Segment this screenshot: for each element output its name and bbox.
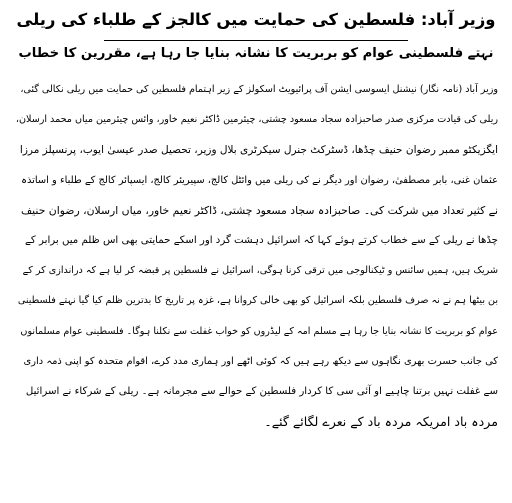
body-line: ایگزیکٹو ممبر رضوان حنیف چڈھا، ڈسٹرکٹ جنرل سیکرٹری بلال وزیر، تحصیل صدر عیسیٰ ایوب، پرنسپلز مرزا bbox=[19, 144, 498, 157]
body-line: کی جانب حسرت بھری نگاہوں سے دیکھ رہے ہیں کہ کوئی اٹھے اور ہماری مدد کرے، اقوام متحدہ کو اپنی ذمہ داری bbox=[23, 355, 498, 367]
body-line: عثمان غنی، بابر مصطفیٰ، رضوان اور دیگر نے کی ریلی میں وائٹل کالج، سپیریئر کالج، ایسپائر کالج کے طلباء و اساتذہ bbox=[21, 174, 498, 186]
body-line: چڈھا نے ریلی کے سے خطاب کرتے ہوئے کہا کہ اسرائیل دہشت گرد اور اسکے حمایتی بھی اس ظلم میں برابر کے bbox=[24, 234, 498, 246]
body-line: نے کثیر تعداد میں شرکت کی۔ صاحبزادہ سجاد مسعود چشتی، ڈاکٹر نعیم خاور، میاں ارسلان، رضوان حنیف bbox=[21, 203, 498, 217]
body-line: وزیر آباد (نامہ نگار) نیشنل ایسوسی ایشن آف پرائیویٹ اسکولز کے زیر اہتمام فلسطین کی حمایت میں ریلی نکالی گئی، bbox=[20, 84, 498, 95]
body-line: ریلی کی قیادت مرکزی صدر صاحبزادہ سجاد مسعود چشتی، چیئرمین ڈاکٹر نعیم خاور، وائس چیئرمین میاں محمد ارسلان، bbox=[15, 114, 498, 126]
subheadline: نہتے فلسطینی عوام کو بربریت کا نشانہ بنایا جا رہا ہے، مقررین کا خطاب bbox=[18, 46, 494, 61]
body-line: شریک ہیں، ہمیں سائنس و ٹیکنالوجی میں ترقی کرنا ہوگی، اسرائیل نے فلسطین پر قبضہ کر لیا ہے کہ دراندازی کر کے bbox=[22, 265, 498, 277]
body-line: بن بیٹھا ہم نے نہ صرف فلسطین بلکہ اسرائیل کو بھی خالی کروانا ہے، غزہ پر تاریخ کا بدترین ظلم کیا گیا نہتے فلسطینی bbox=[17, 295, 498, 307]
body-line: عوام کو بربریت کا نشانہ بنایا جا رہا ہے مسلم امہ کے لیڈروں کو خواب غفلت سے نکلنا ہوگا۔ فلسطینی عوام مسلمانوں bbox=[20, 325, 498, 337]
article-body bbox=[14, 75, 498, 437]
body-line: مردہ باد امریکہ مردہ باد کے نعرے لگائے گئے۔ bbox=[264, 414, 498, 430]
headline: وزیر آباد: فلسطین کی حمایت میں کالجز کے طلباء کی ریلی bbox=[16, 10, 496, 29]
body-line: سے غفلت نہیں برتنا چاہیے او آئی سی کا کردار فلسطین کے حوالے سے مجرمانہ ہے۔ ریلی کے شرکاء نے اسرائیل bbox=[25, 385, 498, 397]
